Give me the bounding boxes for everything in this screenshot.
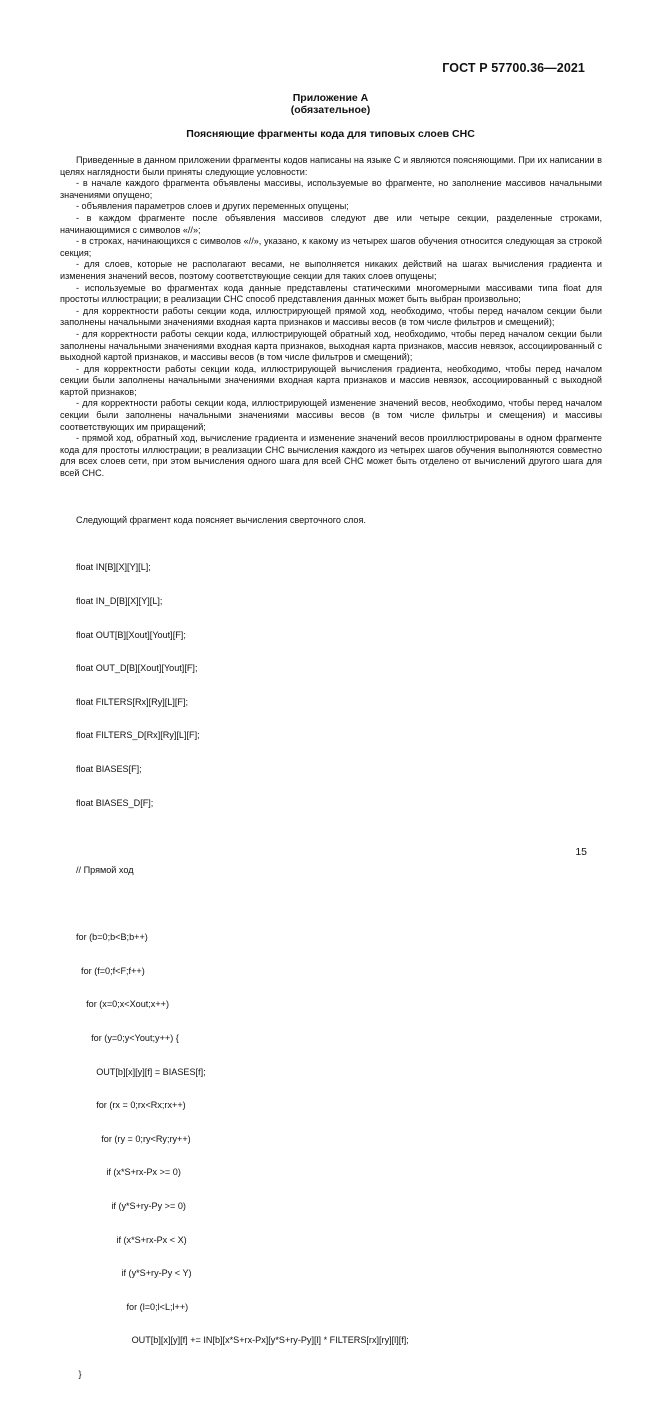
code-comment: // Прямой ход (76, 864, 134, 875)
paragraph: - для корректности работы секции кода, иллюстрирующей прямой ход, необходимо, чтобы перед началом секции были заполнены начальными значениями входная карта признаков и массивы весов (в том числе фильтров и смещений); (60, 305, 602, 328)
body-text (60, 155, 602, 480)
code-line: if (y*S+ry-Py < Y) (76, 1268, 192, 1279)
paragraph: - в строках, начинающихся с символов «//», указано, к какому из четырех шагов обучения относится следующая за строкой секция; (60, 236, 602, 258)
code-line (76, 831, 409, 842)
paragraph: - используемые во фрагментах кода данные представлены статическими многомерными массивами типа float для простоты иллюстрации; в реализации СНС способ представления данных может быть выбран произвольно; (60, 282, 602, 305)
appendix-subtitle: (обязательное) (290, 104, 371, 116)
paragraph: Приведенные в данном приложении фрагменты кодов написаны на языке C и являются поясняющими. При их написании в целях наглядности были приняты следующие условности: (60, 155, 602, 177)
code-line: } (76, 1369, 82, 1380)
code-intro: Следующий фрагмент кода поясняет вычисления сверточного слоя. (76, 515, 366, 525)
section-title: Поясняющие фрагменты кода для типовых слоев СНС (186, 128, 475, 140)
code-line: for (ry = 0;ry<Ry;ry++) (76, 1133, 191, 1144)
paragraph: - для корректности работы секции кода, иллюстрирующей изменение значений весов, необходимо, чтобы перед началом секции были заполнены начальными значениями массивы весов (в том числе фильтры и смещения) и массивы соответствующих им приращений; (60, 398, 602, 432)
code-line: float FILTERS_D[Rx][Ry][L][F]; (76, 730, 200, 741)
paragraph: - прямой ход, обратный ход, вычисление градиента и изменение значений весов проиллюстрированы в одном фрагменте кода для простоты иллюстрации; в реализации СНС вычисления каждого из четырех шагов обучения выполняются совместно для всех слоев сети, при этом вычисления одного шага для всей СНС может быть отделено от вычислений другого шага для всей СНС. (60, 433, 602, 479)
code-line: for (x=0;x<Xout;x++) (76, 999, 170, 1010)
code-line: for (rx = 0;rx<Rx;rx++) (76, 1100, 186, 1111)
code-line: float IN[B][X][Y][L]; (76, 562, 151, 573)
code-line: float OUT_D[B][Xout][Yout][F]; (76, 663, 198, 674)
paragraph: - для корректности работы секции кода, иллюстрирующей обратный ход, необходимо, чтобы перед началом секции были заполнены начальными значениями входная карта признаков, выходная карта признаков, массив невязок, ассоциированный с выходной картой признаков, и массивы весов (в том числе фильтров и смещений); (60, 328, 602, 363)
paragraph: - объявления параметров слоев и других переменных опущены; (76, 201, 349, 212)
appendix-title: Приложение А (292, 92, 369, 104)
code-line: OUT[b][x][y][f] = BIASES[f]; (76, 1066, 206, 1077)
code-line: if (x*S+rx-Px < X) (76, 1234, 187, 1245)
code-line: float BIASES[F]; (76, 764, 142, 775)
code-line: OUT[b][x][y][f] += IN[b][x*S+rx-Px][y*S+ry-Py][l] * FILTERS[rx][ry][l][f]; (76, 1335, 409, 1346)
code-line (76, 899, 409, 910)
paragraph: - в начале каждого фрагмента объявлены массивы, используемые во фрагменте, но заполнение массивов начальными значениями опущено; (60, 178, 602, 200)
code-line: float OUT[B][Xout][Yout][F]; (76, 629, 186, 640)
code-line: for (y=0;y<Yout;y++) { (76, 1032, 179, 1043)
paragraph: - в каждом фрагменте после объявления массивов следуют две или четыре секции, разделенные строками, начинающимися с символов «//»; (60, 212, 602, 235)
code-line: if (y*S+ry-Py >= 0) (76, 1200, 186, 1211)
code-line: for (f=0;f<F;f++) (76, 965, 145, 976)
code-line: float BIASES_D[F]; (76, 797, 154, 808)
code-line: float IN_D[B][X][Y][L]; (76, 596, 163, 607)
paragraph: - для корректности работы секции кода, иллюстрирующей вычисления градиента, необходимо, чтобы перед началом секции были заполнены начальными значениями входная карта признаков и массив невязок, ассоциированный с выходной картой признаков; (60, 363, 602, 397)
paragraph: - для слоев, которые не располагают весами, не выполняется никаких действий на шагах вычисления градиента и изменения значений весов, поэтому соответствующие секции для таких слоев опущены; (60, 259, 602, 281)
code-line: for (l=0;l<L;l++) (76, 1301, 189, 1312)
page-number: 15 (575, 846, 587, 858)
code-line: float FILTERS[Rx][Ry][L][F]; (76, 696, 189, 707)
appendix-heading (0, 92, 661, 116)
code-block (76, 540, 409, 1403)
code-line: if (x*S+rx-Px >= 0) (76, 1167, 181, 1178)
code-line: for (b=0;b<B;b++) (76, 932, 148, 943)
standard-number: ГОСТ Р 57700.36—2021 (442, 61, 585, 75)
